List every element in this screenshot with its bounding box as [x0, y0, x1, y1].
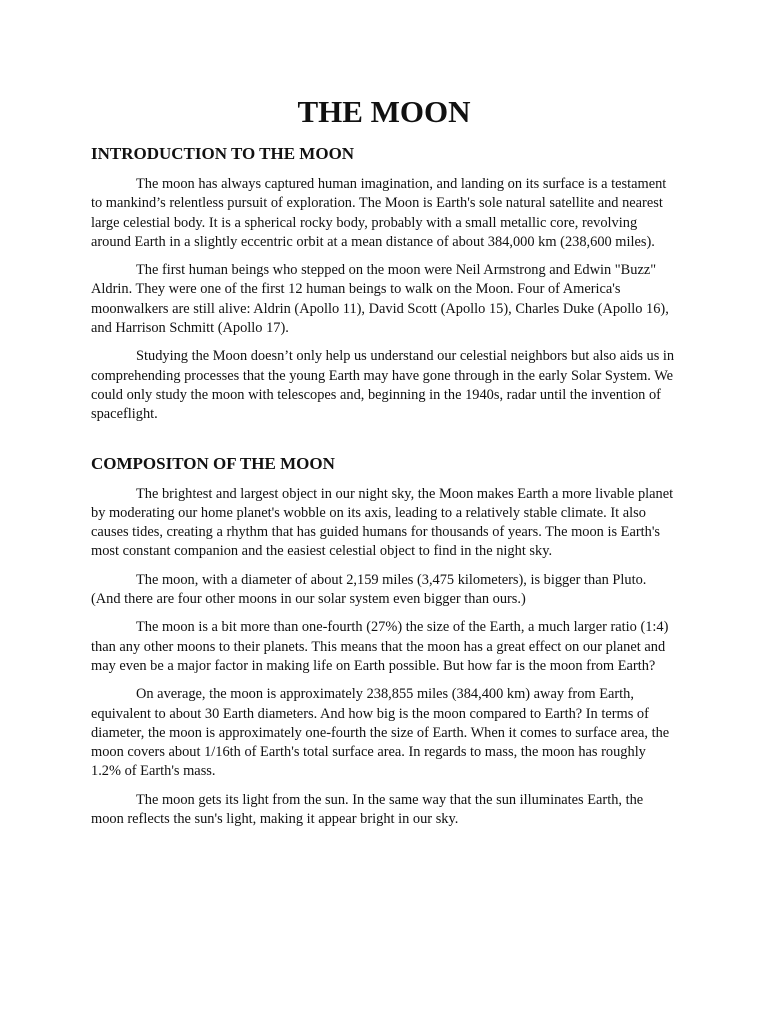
- paragraph: The first human beings who stepped on the moon were Neil Armstrong and Edwin "Buzz" Aldrin. They were one of the first 12 human beings to walk on the Moon. Four of America's moonwalkers are still alive: Aldrin (Apollo 11), David Scott (Apollo 15), Charles Duke (Apollo 16), and Harrison Schmitt (Apollo 17).: [91, 262, 669, 337]
- section-introduction: [91, 143, 677, 425]
- section-composition: [91, 453, 677, 830]
- paragraph: Studying the Moon doesn’t only help us understand our celestial neighbors but also aids us in comprehending processes that the young Earth may have gone through in the early Solar System. We could only study the moon with telescopes and, beginning in the 1940s, radar until the invention of spaceflight.: [91, 348, 675, 423]
- paragraph: The moon has always captured human imagination, and landing on its surface is a testament to mankind’s relentless pursuit of exploration. The Moon is Earth's sole natural satellite and nearest large celestial body. It is a spherical rocky body, probably with a small metallic core, revolving around Earth in a slightly eccentric orbit at a mean distance of about 384,000 km (238,600 miles).: [91, 176, 667, 250]
- paragraph: The moon gets its light from the sun. In the same way that the sun illuminates Earth, the moon reflects the sun's light, making it appear bright in our sky.: [91, 791, 644, 828]
- paragraph: The brightest and largest object in our night sky, the Moon makes Earth a more livable planet by moderating our home planet's wobble on its axis, leading to a relatively stable climate. It also causes tides, creating a rhythm that has guided humans for thousands of years. The moon is Earth's most constant companion and the easiest celestial object to find in the night sky.: [91, 485, 674, 560]
- paragraph: The moon, with a diameter of about 2,159 miles (3,475 kilometers), is bigger than Pluto. (And there are four other moons in our solar system even bigger than ours.): [91, 571, 647, 608]
- document-title: THE MOON: [297, 94, 471, 129]
- paragraph: On average, the moon is approximately 238,855 miles (384,400 km) away from Earth, equivalent to about 30 Earth diameters. And how big is the moon compared to Earth? In terms of diameter, the moon is approximately one-fourth the size of Earth. When it comes to surface area, the moon covers about 1/16th of Earth's total surface area. In regards to mass, the moon has roughly 1.2% of Earth's mass.: [91, 686, 670, 780]
- section-heading: INTRODUCTION TO THE MOON: [91, 144, 355, 163]
- paragraph: The moon is a bit more than one-fourth (27%) the size of the Earth, a much larger ratio (1:4) than any other moons to their planets. This means that the moon has a great effect on our planet and may even be a major factor in making life on Earth possible. But how far is the moon from Earth?: [91, 619, 669, 674]
- section-heading: COMPOSITON OF THE MOON: [91, 453, 335, 473]
